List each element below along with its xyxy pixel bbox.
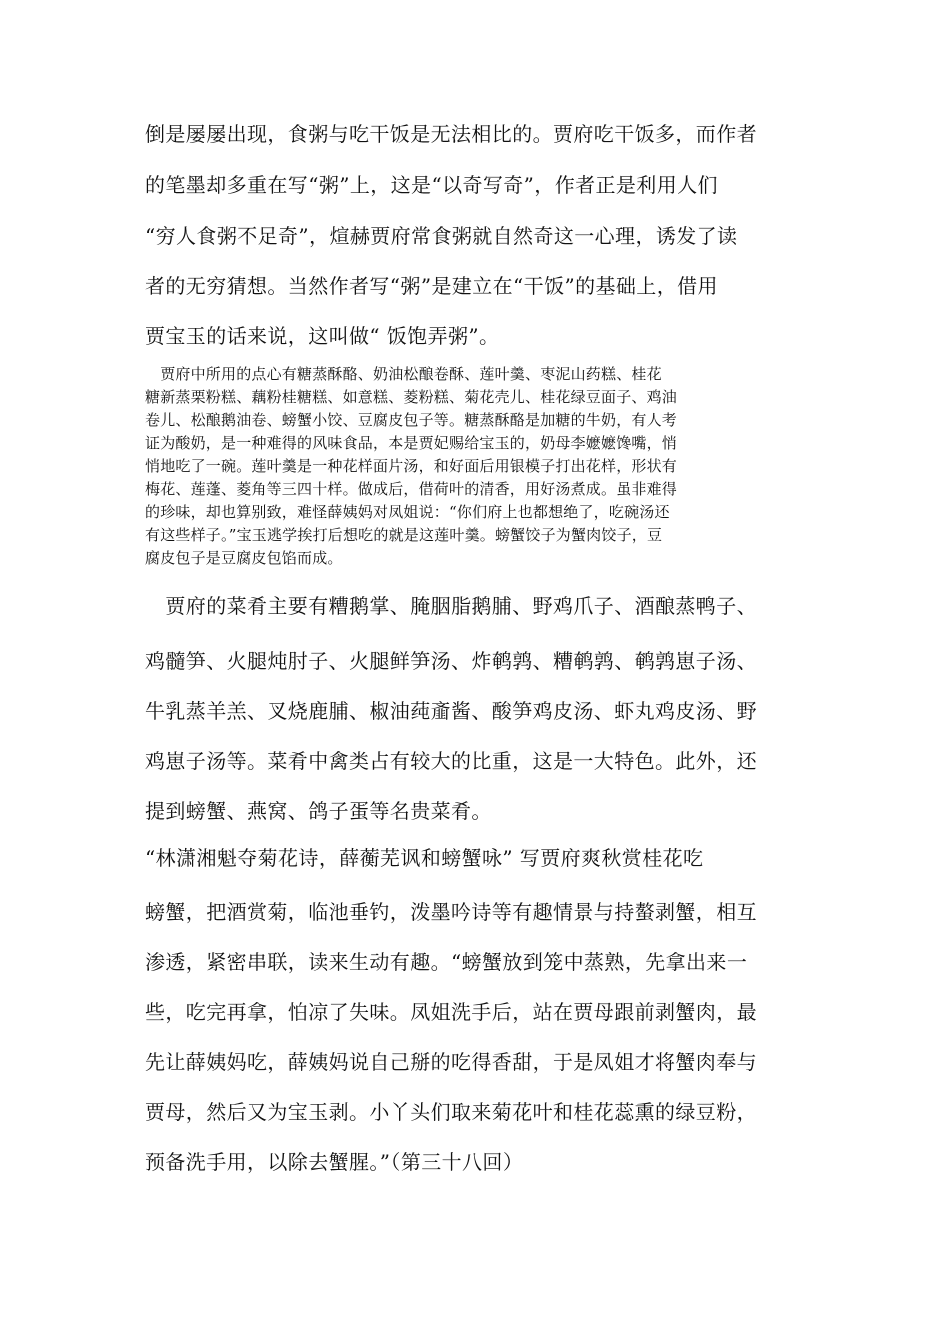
text-line: 贾府中所用的点心有糖蒸酥酪、奶油松酿卷酥、莲叶羹、枣泥山药糕、桂花 (145, 365, 662, 383)
text-line: 梅花、莲蓬、菱角等三四十样。做成后，借荷叶的清香，用好汤煮成。虽非难得 (145, 480, 678, 498)
text-line: 渗透，紧密串联，读来生动有趣。“螃蟹放到笼中蒸熟，先拿出来一 (145, 950, 748, 974)
text-line: 些，吃完再拿，怕凉了失味。凤姐洗手后，站在贾母跟前剥蟹肉，最 (145, 1000, 757, 1024)
text-line: 卷儿、松酿鹅油卷、螃蟹小饺、豆腐皮包子等。糖蒸酥酪是加糖的牛奶，有人考 (145, 411, 678, 429)
text-line: 鸡崽子汤等。菜肴中禽类占有较大的比重，这是一大特色。此外，还 (145, 749, 757, 773)
text-line: 腐皮包子是豆腐皮包馅而成。 (145, 549, 343, 567)
text-line: 提到螃蟹、燕窝、鸽子蛋等名贵菜肴。 (145, 799, 492, 823)
text-line: 螃蟹，把酒赏菊，临池垂钓，泼墨吟诗等有趣情景与持螯剥蟹，相互 (145, 900, 757, 924)
text-line: 者的无穷猜想。当然作者写“粥”是建立在“干饭”的基础上，借用 (145, 274, 718, 298)
text-line: 倒是屡屡出现，食粥与吃干饭是无法相比的。贾府吃干饭多，而作者 (145, 122, 757, 146)
text-line: 贾府的菜肴主要有糟鹅掌、腌胭脂鹅脯、野鸡爪子、酒酿蒸鸭子、 (145, 594, 757, 618)
text-line: 证为酸奶，是一种难得的风味食品，本是贾妃赐给宝玉的，奶母李嬷嬷馋嘴，悄 (145, 434, 678, 452)
text-line: 的笔墨却多重在写“粥”上，这是“以奇写奇”，作者正是利用人们 (145, 173, 718, 197)
text-line: “林潇湘魁夺菊花诗，薛蘅芜讽和螃蟹咏” 写贾府爽秋赏桂花吃 (145, 846, 704, 870)
text-line: 悄地吃了一碗。莲叶羹是一种花样面片汤，和好面后用银模子打出花样，形状有 (145, 457, 678, 475)
text-line: 先让薛姨妈吃，薛姨妈说自己掰的吃得香甜，于是凤姐才将蟹肉奉与 (145, 1050, 757, 1074)
text-line: 贾宝玉的话来说，这叫做“ 饭饱弄粥”。 (145, 324, 500, 348)
text-line: 有这些样子。”宝玉逃学挨打后想吃的就是这莲叶羹。螃蟹饺子为蟹肉饺子，豆 (145, 526, 663, 544)
text-line: 鸡髓笋、火腿炖肘子、火腿鲜笋汤、炸鹌鹑、糟鹌鹑、鹌鹑崽子汤、 (145, 649, 757, 673)
text-line: “穷人食粥不足奇”，煊赫贾府常食粥就自然奇这一心理，诱发了读 (145, 224, 738, 248)
text-line: 贾母，然后又为宝玉剥。小丫头们取来菊花叶和桂花蕊熏的绿豆粉， (145, 1100, 757, 1124)
text-line: 糖新蒸栗粉糕、藕粉桂糖糕、如意糕、菱粉糕、菊花壳儿、桂花绿豆面子、鸡油 (145, 388, 678, 406)
text-line: 的珍味，却也算别致，难怪薛姨妈对凤姐说：“你们府上也都想绝了，吃碗汤还 (145, 503, 670, 521)
text-line: 牛乳蒸羊羔、叉烧鹿脯、椒油莼齑酱、酸笋鸡皮汤、虾丸鸡皮汤、野 (145, 699, 757, 723)
text-line: 预备洗手用，以除去蟹腥。”（第三十八回） (145, 1150, 524, 1174)
